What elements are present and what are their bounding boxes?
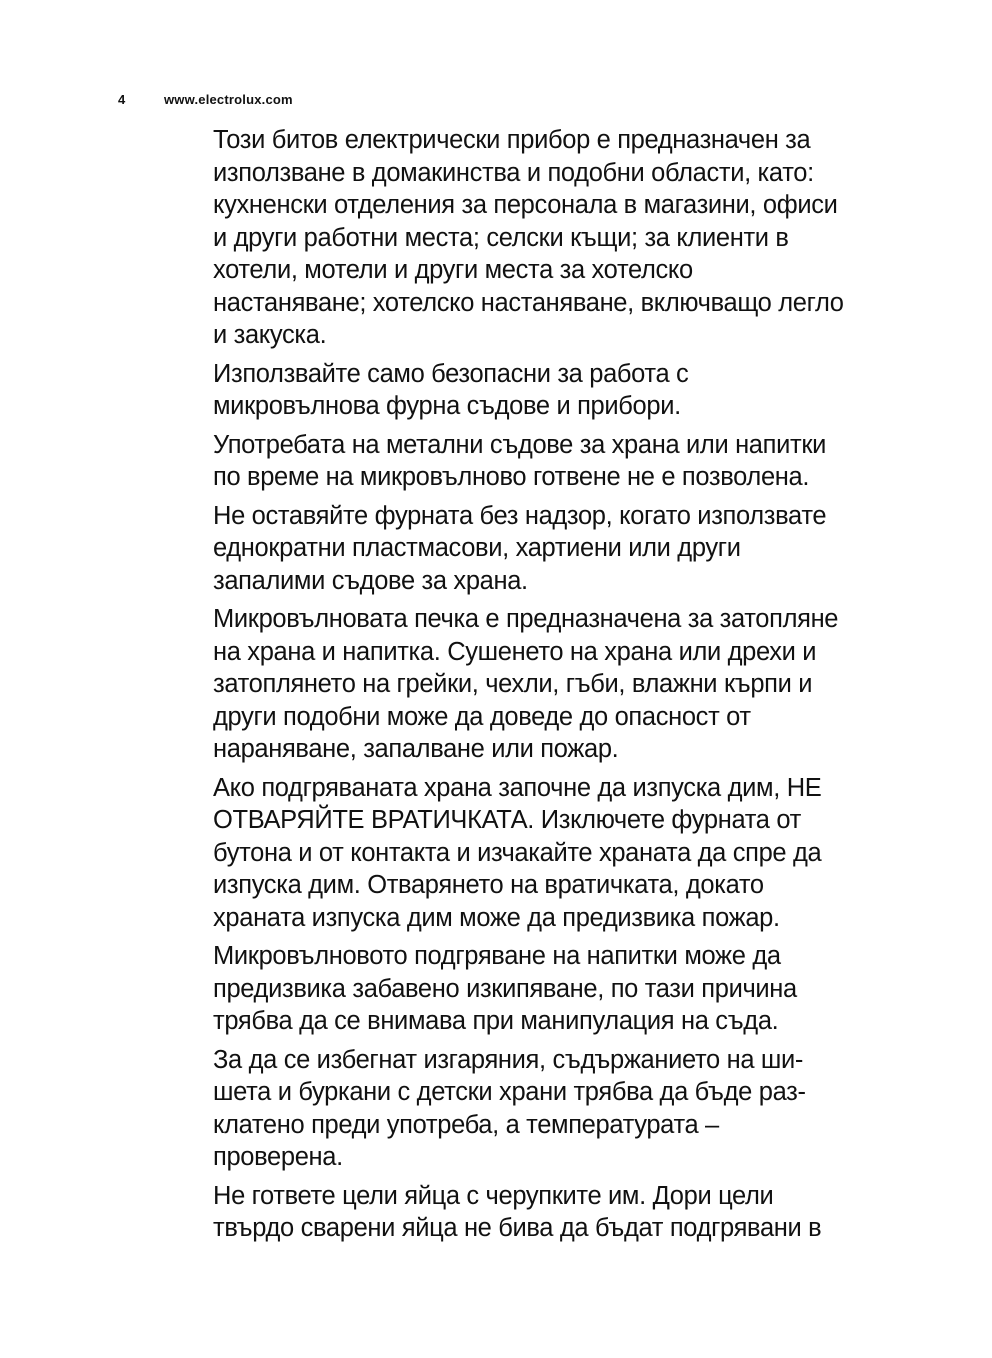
page-header [118,92,293,107]
paragraph-metal-containers: Употребата на метални съдове за храна или напитки по време на микровълново готвене не е позволена. [213,430,827,491]
paragraph-intended-use: Този битов електрически прибор е предназначен за използване в домакинства и подобни области, като: кухненски отделения за персонала в магазини, офиси и други работни места; селски къщи; за клиенти в хотели, мотели и други места за хотелско настаняване; хотелско настаняване, включващо легло и закуска. [213,126,844,349]
safety-instructions [213,124,913,1251]
paragraph-eggs: Не гответе цели яйца с черупките им. Дори цели твърдо сварени яйца не бива да бъдат подгрявани в [213,1181,822,1242]
website-url: www.electrolux.com [164,92,293,107]
paragraph-heating-purpose: Микровълновата печка е предназначена за затопляне на храна и напитка. Сушенето на храна или дрехи и затоплянето на грейки, чехли, гъби, влажни кърпи и други подобни може да доведе до опасност от нараняване, запалване или пожар. [213,605,839,763]
paragraph-unattended-oven: Не оставяйте фурната без надзор, когато използвате еднократни пластмасови, хартиени или други запалими съдове за храна. [213,501,827,595]
paragraph-safe-utensils: Използвайте само безопасни за работа с микровълнова фурна съдове и прибори. [213,359,689,420]
paragraph-baby-food: За да се избегнат изгаряния, съдържанието на ши- шета и буркани с детски храни трябва да бъде раз- клатено преди употреба, а температурата – проверена. [213,1045,806,1171]
page-number: 4 [118,92,126,107]
paragraph-delayed-boiling: Микровълновото подгряване на напитки може да предизвика забавено изкипяване, по тази причина трябва да се внимава при манипулация на съда. [213,942,797,1035]
paragraph-smoke-warning: Ако подгряваната храна започне да изпуска дим, НЕ ОТВАРЯЙТЕ ВРАТИЧКАТА. Изключете фурната от бутона и от контакта и изчакайте храната да спре да изпуска дим. Отварянето на вратичката, докато храната изпуска дим може да предизвика пожар. [213,773,822,932]
